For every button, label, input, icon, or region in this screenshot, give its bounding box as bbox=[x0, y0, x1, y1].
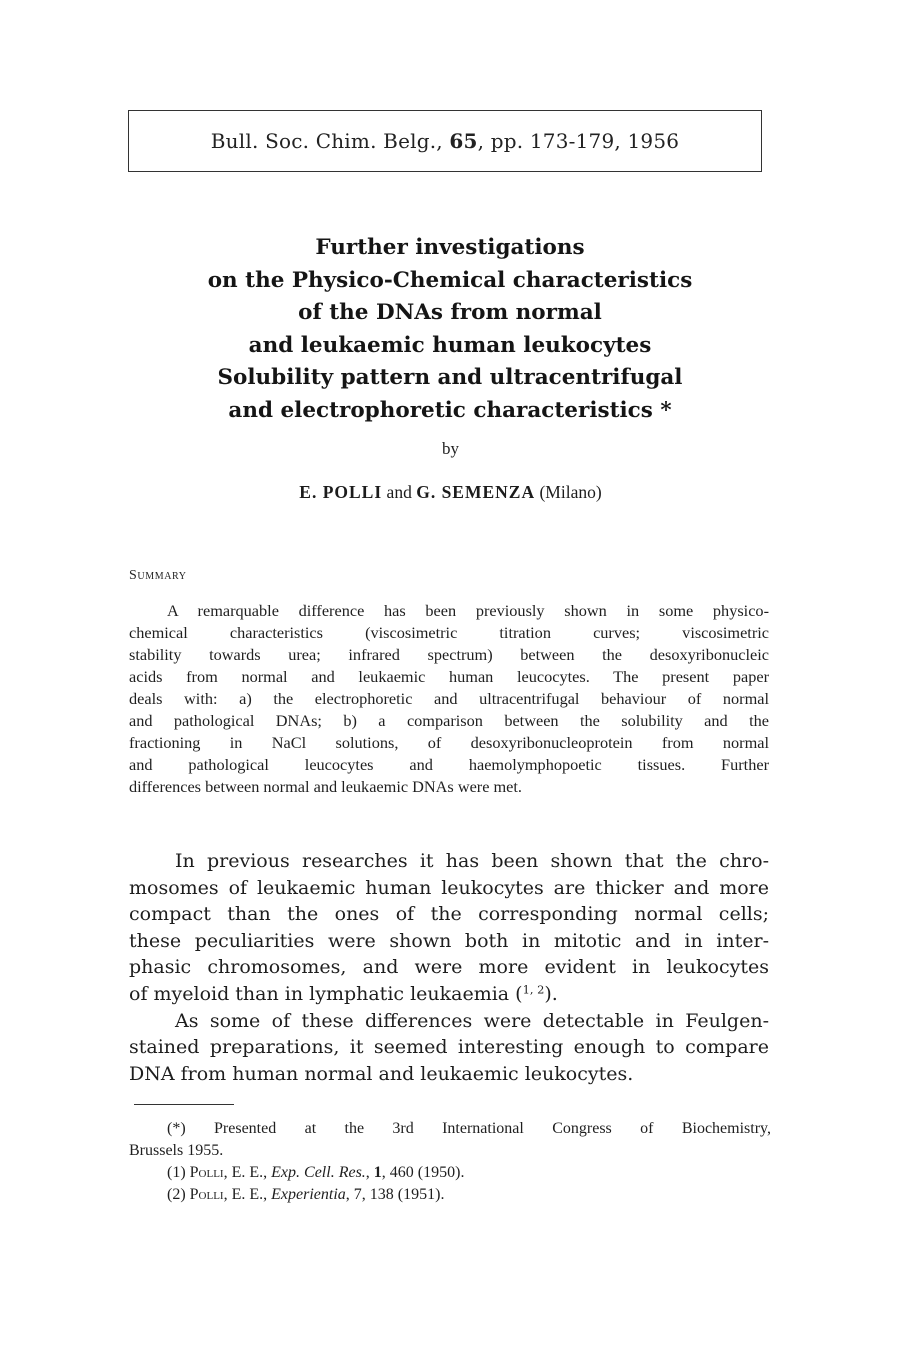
summary-abstract bbox=[129, 600, 769, 798]
title-line: of the DNAs from normal bbox=[298, 300, 602, 326]
footnote-rest: , 7, 138 (1951). bbox=[345, 1186, 445, 1203]
reference-superscript: 1, 2 bbox=[522, 982, 545, 997]
footnote-divider bbox=[134, 1104, 234, 1105]
title-line: on the Physico-Chemical characteristics bbox=[207, 267, 693, 293]
paper-title bbox=[100, 232, 800, 428]
summary-line: stability towards urea; infrared spectrum) between the desoxyribonucleic bbox=[129, 645, 769, 664]
summary-line: differences between normal and leukaemic DNAs were met. bbox=[129, 777, 522, 796]
journal-name: Bull. Soc. Chim. Belg., bbox=[210, 129, 443, 153]
journal-volume: 65 bbox=[449, 129, 478, 153]
footnote-mark: (1) bbox=[167, 1164, 186, 1181]
body-line: In previous researches it has been shown that the chro- bbox=[175, 850, 769, 872]
summary-line: acids from normal and leukaemic human leucocytes. The present paper bbox=[129, 667, 769, 686]
body-line: DNA from human normal and leukaemic leukocytes. bbox=[129, 1062, 634, 1085]
footnote-author: Polli bbox=[189, 1186, 224, 1203]
footnote-rest: , 460 (1950). bbox=[381, 1164, 465, 1181]
body-line: mosomes of leukaemic human leukocytes are thicker and more bbox=[129, 876, 769, 899]
author-line bbox=[0, 482, 901, 503]
summary-line: A remarquable difference has been previously shown in some physico- bbox=[167, 601, 769, 620]
footnote-initials: , E. E., bbox=[223, 1186, 272, 1203]
footnote-star-cont: Brussels 1955. bbox=[129, 1142, 224, 1159]
author-semenza: G. SEMENZA bbox=[416, 482, 536, 502]
footnote-journal: Exp. Cell. Res. bbox=[271, 1164, 366, 1181]
title-line: Solubility pattern and ultracentrifugal bbox=[217, 365, 683, 391]
footnote-journal: Experientia bbox=[271, 1186, 346, 1203]
footnotes bbox=[129, 1118, 771, 1206]
title-line: Further investigations bbox=[315, 235, 585, 260]
body-text bbox=[129, 848, 769, 1087]
summary-line: deals with: a) the electrophoretic and ultracentrifugal behaviour of normal bbox=[129, 689, 769, 708]
title-line: and leukaemic human leukocytes bbox=[248, 332, 652, 358]
author-conjunction: and bbox=[382, 482, 417, 502]
body-line: compact than the ones of the corresponding normal cells; bbox=[129, 903, 769, 926]
summary-line: chemical characteristics (viscosimetric titration curves; viscosimetric bbox=[129, 623, 769, 642]
author-affiliation: (Milano) bbox=[535, 482, 602, 502]
footnote-volume: 1 bbox=[373, 1164, 382, 1181]
summary-line: fractioning in NaCl solutions, of desoxyribonucleoprotein from normal bbox=[129, 733, 769, 752]
journal-pages: , pp. 173-179, 1956 bbox=[477, 129, 680, 153]
footnote-initials: , E. E., bbox=[223, 1164, 272, 1181]
footnote-mark: (2) bbox=[167, 1186, 186, 1203]
summary-line: and pathological DNAs; b) a comparison between the solubility and the bbox=[129, 711, 769, 730]
body-line: stained preparations, it seemed interesting enough to compare bbox=[129, 1036, 769, 1059]
author-polli: E. POLLI bbox=[299, 482, 383, 502]
summary-heading: Summary bbox=[129, 568, 187, 583]
body-line: As some of these differences were detectable in Feulgen- bbox=[175, 1009, 769, 1032]
summary-line: and pathological leucocytes and haemolymphopoetic tissues. Further bbox=[129, 755, 769, 774]
body-line: these peculiarities were shown both in mitotic and in inter- bbox=[129, 929, 769, 952]
footnote-author: Polli bbox=[189, 1164, 224, 1181]
body-line-end: ). bbox=[544, 982, 558, 1005]
footnote-star: (*) Presented at the 3rd International Congress of Biochemistry, bbox=[167, 1120, 771, 1137]
by-label: by bbox=[442, 439, 459, 458]
footnote-2 bbox=[129, 1184, 771, 1206]
body-line-text: of myeloid than in lymphatic leukaemia ( bbox=[129, 982, 523, 1005]
footnote-1: (1) Polli, E. E., Exp. Cell. Res., 1, 460 (1950). bbox=[167, 1164, 465, 1181]
journal-citation-box bbox=[128, 110, 762, 172]
body-line bbox=[129, 981, 769, 1008]
title-line: and electrophoretic characteristics * bbox=[228, 397, 672, 423]
body-line: phasic chromosomes, and were more evident in leukocytes bbox=[129, 956, 769, 979]
